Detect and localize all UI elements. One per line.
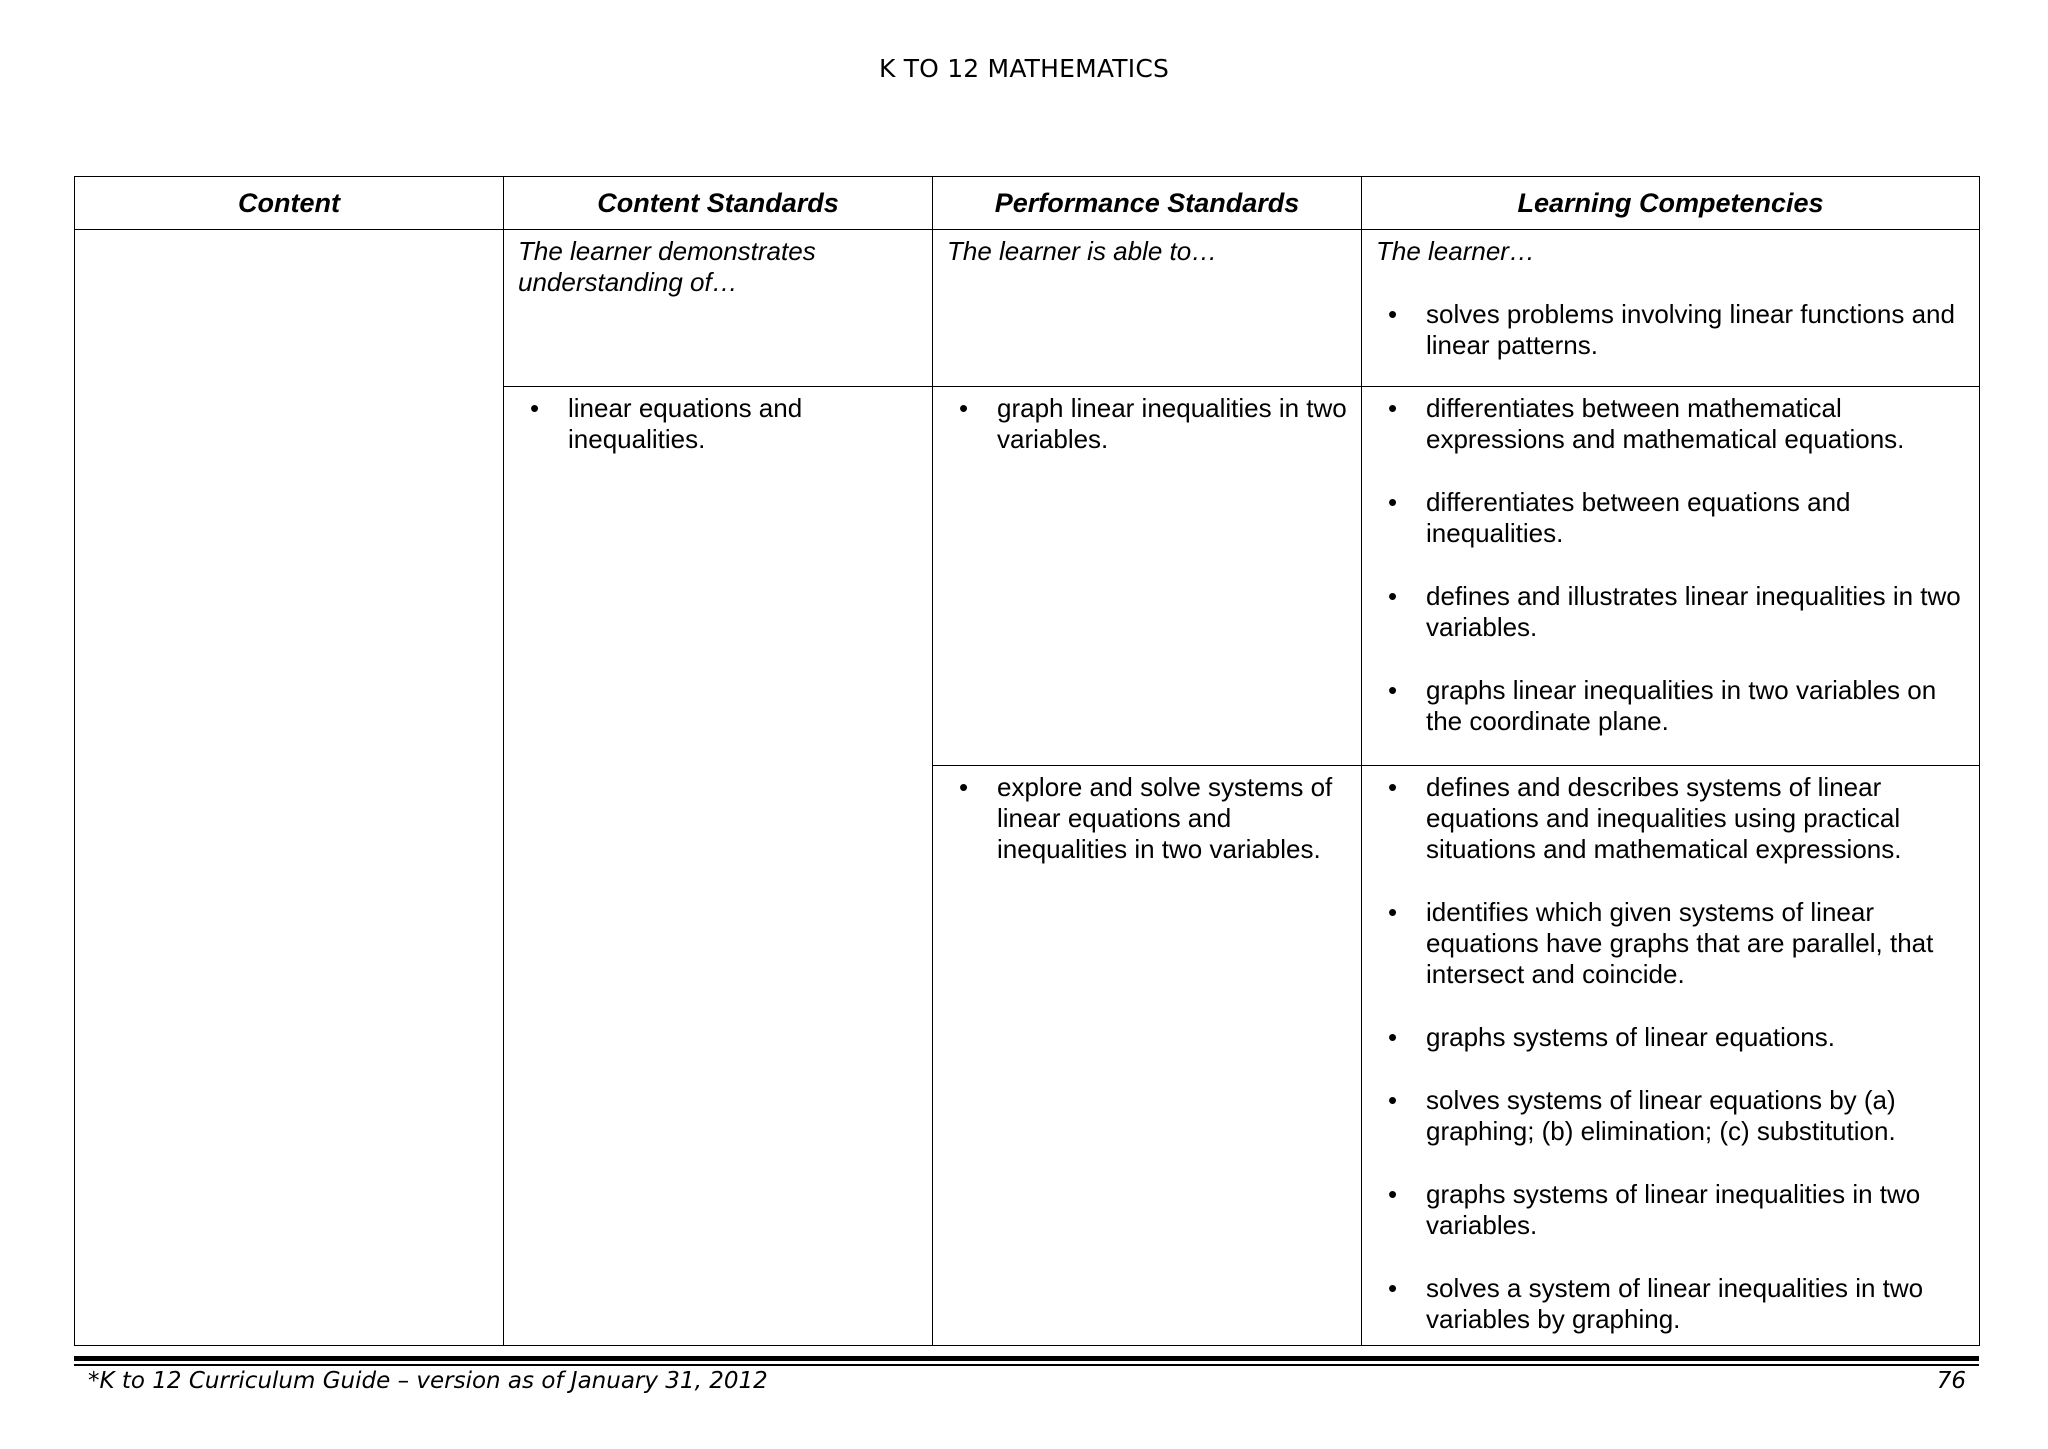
performance-standards-cell [933,387,1362,766]
column-header-performance-standards: Performance Standards [933,177,1362,230]
bullet-icon: • [530,393,540,423]
intro-performance-standards: The learner is able to… [947,236,1218,266]
content-standards-list [518,393,918,455]
bullet-icon: • [1388,675,1398,705]
intro-competencies-cell [1362,230,1980,387]
column-header-content: Content [75,177,504,230]
bullet-icon: • [1388,1179,1398,1209]
bullet-icon: • [959,772,969,802]
list-item: • differentiates between equations and inequalities. [1388,487,1851,548]
learning-competencies-cell [1362,387,1980,766]
list-item: • solves a system of linear inequalities in two variables by graphing. [1388,1273,1924,1334]
content-cell [75,230,504,1346]
list-item: • graph linear inequalities in two variables. [959,393,1347,454]
competency-list [1376,772,1965,1335]
performance-standards-list [947,772,1347,865]
performance-standards-cell [933,766,1362,1346]
list-item: • explore and solve systems of linear equations and inequalities in two variables. [959,772,1333,864]
footer-rule-thick [74,1356,1979,1361]
bullet-icon: • [1388,487,1398,517]
footer-rule-thin [74,1364,1979,1366]
bullet-icon: • [1388,897,1398,927]
list-item: • graphs linear inequalities in two variables on the coordinate plane. [1388,675,1937,736]
column-header-content-standards: Content Standards [504,177,933,230]
content-standards-cell [504,387,933,1346]
list-item: • solves systems of linear equations by (a) graphing; (b) elimination; (c) substitution. [1388,1085,1896,1146]
bullet-icon: • [1388,393,1398,423]
table-row-intro [75,230,1980,387]
intro-learning-competencies: The learner… [1376,236,1535,266]
bullet-icon: • [1388,1085,1398,1115]
bullet-icon: • [1388,299,1398,329]
list-item: • identifies which given systems of linear equations have graphs that are parallel, that intersect and coincide. [1388,897,1934,989]
column-header-learning-competencies: Learning Competencies [1362,177,1980,230]
intro-content-standards: The learner demonstrates understanding of… [518,236,816,297]
competency-list [1376,393,1965,737]
learning-competencies-cell [1362,766,1980,1346]
bullet-icon: • [959,393,969,423]
list-item: • graphs systems of linear inequalities in two variables. [1388,1179,1921,1240]
list-item: • solves problems involving linear functions and linear patterns. [1388,299,1955,360]
performance-standards-list [947,393,1347,455]
curriculum-table [74,176,1980,1346]
bullet-icon: • [1388,581,1398,611]
page-number: 76 [1936,1368,1966,1394]
list-item: • linear equations and inequalities. [530,393,803,454]
page-title: K TO 12 MATHEMATICS [878,54,1170,83]
bullet-icon: • [1388,1273,1398,1303]
list-item: • defines and describes systems of linear equations and inequalities using practical situations and mathematical expressions. [1388,772,1902,864]
intro-competency-list [1376,299,1965,361]
intro-content-standards-cell [504,230,933,387]
list-item: • differentiates between mathematical expressions and mathematical equations. [1388,393,1905,454]
bullet-icon: • [1388,1022,1398,1052]
list-item: • defines and illustrates linear inequalities in two variables. [1388,581,1961,642]
table-header-row [75,177,1980,230]
footer-note: *K to 12 Curriculum Guide – version as of January 31, 2012 [88,1368,768,1394]
list-item: • graphs systems of linear equations. [1388,1022,1835,1052]
intro-performance-standards-cell [933,230,1362,387]
bullet-icon: • [1388,772,1398,802]
